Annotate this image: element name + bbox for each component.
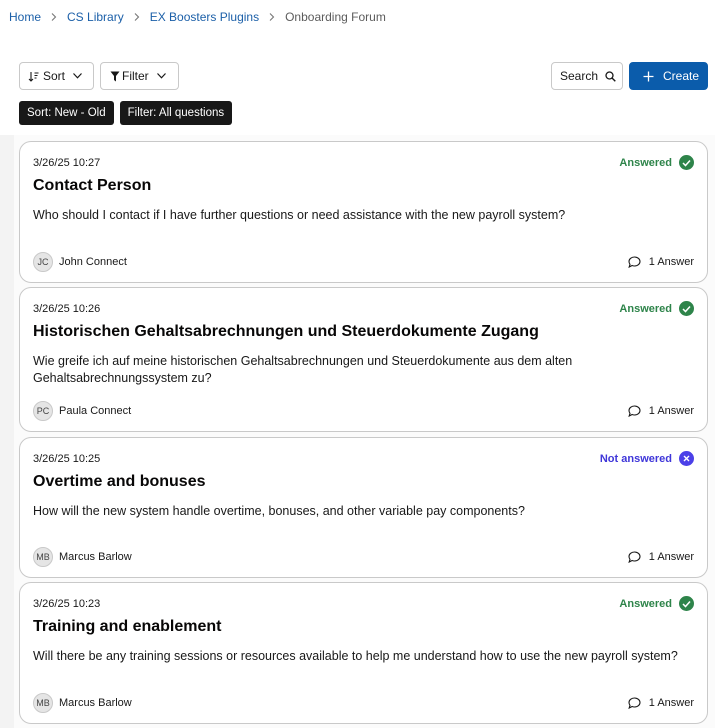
filter-button[interactable] bbox=[100, 62, 179, 90]
search-button-label: Search bbox=[560, 69, 599, 83]
toolbar bbox=[19, 62, 708, 90]
search-icon bbox=[605, 71, 616, 82]
answer-count-label: 1 Answer bbox=[648, 697, 694, 709]
question-card[interactable] bbox=[19, 141, 708, 283]
check-circle-icon bbox=[679, 596, 694, 611]
question-body: Wie greife ich auf meine historischen Gehaltsabrechnungen und Steuerdokumente aus dem alten Gehaltsabrechnungssystem zu? bbox=[33, 354, 573, 385]
card-footer bbox=[33, 547, 694, 567]
breadcrumb-ex-boosters-link[interactable]: EX Boosters Plugins bbox=[149, 10, 260, 24]
filter-icon bbox=[110, 71, 120, 82]
comment-icon bbox=[628, 256, 641, 268]
filter-button-label: Filter bbox=[122, 69, 149, 83]
comment-icon bbox=[628, 405, 641, 417]
status-badge bbox=[600, 451, 694, 466]
sort-chip[interactable]: Sort: New - Old bbox=[19, 101, 114, 125]
breadcrumb bbox=[9, 9, 386, 25]
chevron-down-icon bbox=[73, 73, 82, 79]
close-circle-icon bbox=[679, 451, 694, 466]
breadcrumb-home-link[interactable]: Home bbox=[9, 10, 42, 24]
filter-chip[interactable]: Filter: All questions bbox=[120, 101, 233, 125]
status-badge bbox=[619, 301, 694, 316]
answer-count-label: 1 Answer bbox=[648, 551, 694, 563]
chevron-right-icon bbox=[134, 13, 140, 21]
status-label: Answered bbox=[619, 156, 672, 169]
card-footer bbox=[33, 693, 694, 713]
status-label: Answered bbox=[619, 302, 672, 315]
card-footer bbox=[33, 401, 694, 421]
plus-icon bbox=[643, 71, 654, 82]
question-body: Who should I contact if I have further questions or need assistance with the new payroll system? bbox=[33, 208, 566, 222]
check-circle-icon bbox=[679, 301, 694, 316]
question-title[interactable]: Contact Person bbox=[33, 177, 152, 194]
card-footer bbox=[33, 252, 694, 272]
breadcrumb-current: Onboarding Forum bbox=[285, 10, 386, 24]
avatar[interactable]: PC bbox=[33, 401, 53, 421]
sort-button[interactable] bbox=[19, 62, 94, 90]
sort-icon bbox=[28, 71, 39, 82]
create-button-label: Create bbox=[663, 69, 700, 83]
post-date: 3/26/25 10:25 bbox=[33, 453, 101, 465]
author-name[interactable]: Paula Connect bbox=[59, 405, 132, 417]
active-filters bbox=[19, 101, 238, 125]
answer-count-label: 1 Answer bbox=[648, 405, 694, 417]
question-title[interactable]: Overtime and bonuses bbox=[33, 473, 206, 490]
answer-count[interactable] bbox=[628, 405, 694, 417]
question-title[interactable]: Training and enablement bbox=[33, 618, 222, 635]
status-badge bbox=[619, 596, 694, 611]
answer-count[interactable] bbox=[628, 551, 694, 563]
status-label: Not answered bbox=[599, 452, 672, 465]
avatar[interactable]: MB bbox=[33, 547, 53, 567]
author-name[interactable]: John Connect bbox=[59, 256, 127, 268]
answer-count[interactable] bbox=[628, 256, 694, 268]
sort-button-label: Sort bbox=[43, 69, 66, 83]
author-name[interactable]: Marcus Barlow bbox=[59, 551, 132, 563]
check-circle-icon bbox=[679, 155, 694, 170]
answer-count[interactable] bbox=[628, 697, 694, 709]
answer-count-label: 1 Answer bbox=[648, 256, 694, 268]
chevron-down-icon bbox=[157, 73, 166, 79]
post-date: 3/26/25 10:27 bbox=[33, 157, 101, 169]
avatar[interactable]: JC bbox=[33, 252, 53, 272]
post-date: 3/26/25 10:26 bbox=[33, 303, 101, 315]
question-body: How will the new system handle overtime, bonuses, and other variable pay components? bbox=[33, 504, 525, 518]
comment-icon bbox=[628, 697, 641, 709]
post-date: 3/26/25 10:23 bbox=[33, 598, 101, 610]
comment-icon bbox=[628, 551, 641, 563]
chevron-right-icon bbox=[51, 13, 57, 21]
search-button[interactable] bbox=[551, 62, 623, 90]
chevron-right-icon bbox=[269, 13, 275, 21]
question-card[interactable] bbox=[19, 287, 708, 432]
status-label: Answered bbox=[619, 597, 672, 610]
question-card[interactable] bbox=[19, 582, 708, 724]
question-card[interactable] bbox=[19, 437, 708, 578]
author-name[interactable]: Marcus Barlow bbox=[59, 697, 132, 709]
question-body: Will there be any training sessions or resources available to help me understand how to use the new payroll system? bbox=[33, 649, 678, 663]
breadcrumb-cs-library-link[interactable]: CS Library bbox=[67, 10, 124, 24]
status-badge bbox=[619, 155, 694, 170]
question-title[interactable]: Historischen Gehaltsabrechnungen und Steuerdokumente Zugang bbox=[33, 323, 539, 340]
create-button[interactable] bbox=[629, 62, 708, 90]
avatar[interactable]: MB bbox=[33, 693, 53, 713]
